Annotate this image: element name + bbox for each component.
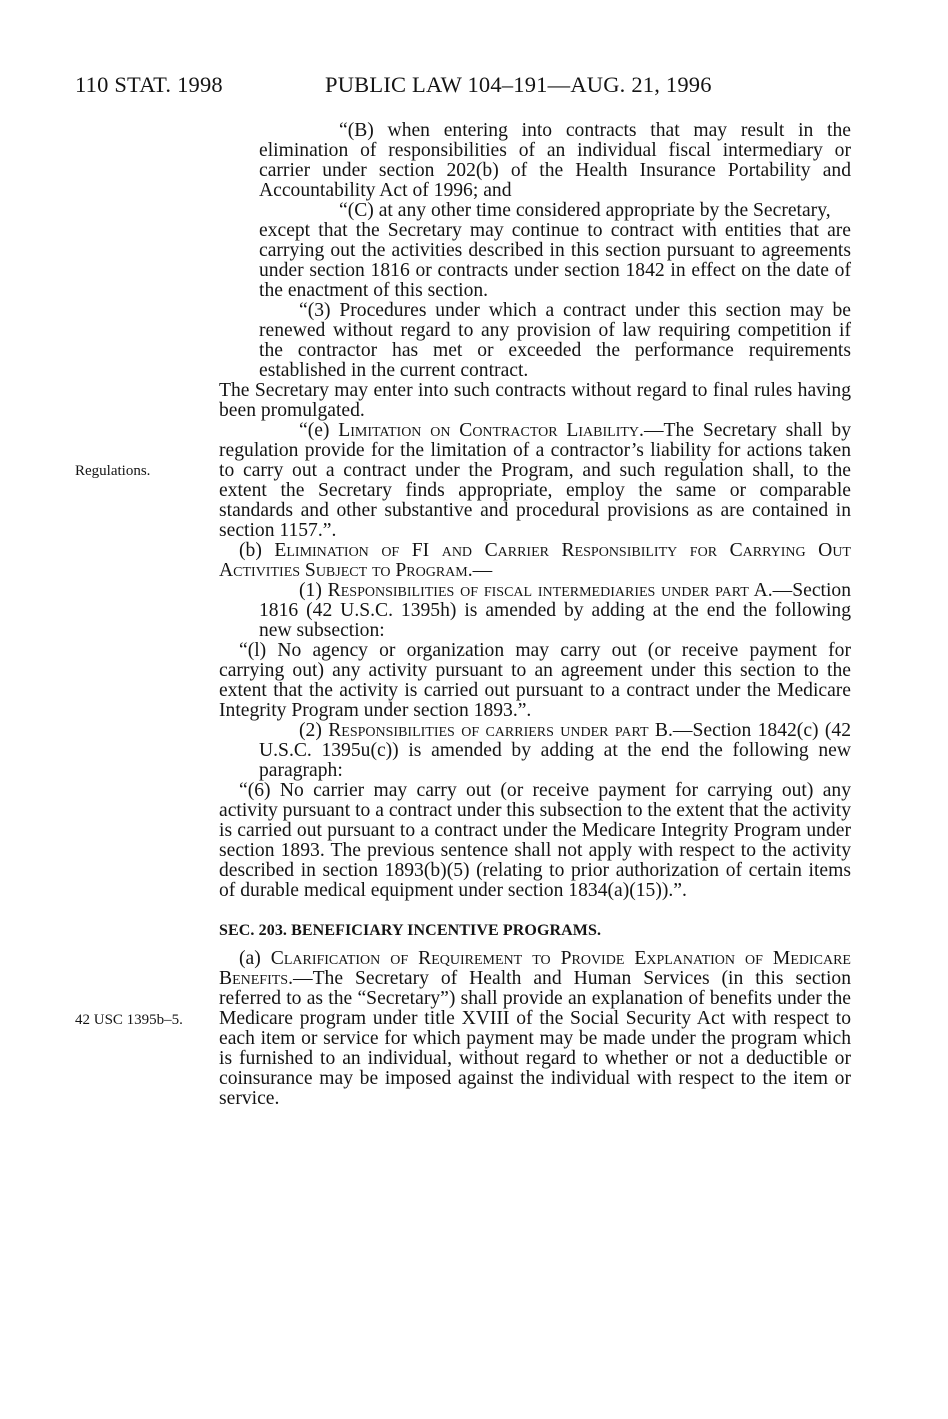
paragraph-b: “(B) when entering into contracts that may result in the elimination of responsibilities of an individual fiscal intermediary or carrier under section 202(b) of the Health Insurance Portability and Accountability Act of 1996; and <box>259 120 851 201</box>
paragraph-b2 <box>219 541 851 581</box>
body-text <box>219 121 851 1109</box>
paragraph-2-text: —Section 1842(c) (42 U.S.C. 1395u(c)) is amended by adding at the end the following new paragraph: <box>259 720 852 781</box>
paragraph-2-heading: Responsibilities of carriers under part B. <box>328 720 673 741</box>
paragraph-1-text: —Section 1816 (42 U.S.C. 1395h) is amended by adding at the end the following new subsection: <box>259 580 851 641</box>
paragraph-2-lead: (2) <box>299 720 329 741</box>
paragraph-c: “(C) at any other time considered appropriate by the Secretary, <box>339 200 831 221</box>
paragraph-e <box>219 421 851 541</box>
page-reference: 110 STAT. 1998 <box>75 72 223 97</box>
paragraph-a-heading: Clarification of Requirement to Provide Explanation of Medicare Benefits. <box>219 948 851 989</box>
paragraph-3: “(3) Procedures under which a contract under this section may be renewed without regard to any provision of law requiring competition if the contractor has met or exceeded the performance requirements established in the current contract. <box>259 300 851 381</box>
paragraph-e-text: —The Secretary shall by regulation provide for the limitation of a contractor’s liability for actions taken to carry out a contract under the Program, and such regulation shall, to the extent the Secretary finds appropriate, employ the same or comparable standards and other substantive and procedural provisions as are contained in section 1157.”. <box>219 420 851 541</box>
paragraph-a-lead: (a) <box>239 948 271 969</box>
paragraph-a-text: —The Secretary of Health and Human Services (in this section referred to as the “Secretary”) shall provide an explanation of benefits under the Medicare program under title XVIII of the Social Security Act with respect to each item or service for which payment may be made under the program which is furnished to an individual, without regard to whether or not a deductible or coinsurance may be imposed against the individual with respect to the item or service. <box>219 968 851 1109</box>
margin-note-usc: 42 USC 1395b–5. <box>75 1012 183 1028</box>
paragraph-1 <box>219 581 851 641</box>
running-header-title: PUBLIC LAW 104–191—AUG. 21, 1996 <box>325 72 712 97</box>
paragraph-l: “(l) No agency or organization may carry out (or receive payment for carrying out) any activity pursuant to an agreement under this section to the extent that the activity is carried out pursuant to a contract under the Medicare Integrity Program under section 1893.”. <box>219 640 851 721</box>
paragraph-b2-heading: Elimination of FI and Carrier Responsibility for Carrying Out Activities Subject to Program. <box>219 540 851 581</box>
paragraph-except: except that the Secretary may continue to contract with entities that are carrying out the activities described in this section pursuant to agreements under section 1816 or contracts under section 1842 in effect on the date of the enactment of this section. <box>259 220 851 301</box>
section-heading: SEC. 203. BENEFICIARY INCENTIVE PROGRAMS. <box>219 922 602 939</box>
paragraph-b2-text: — <box>472 560 493 581</box>
margin-note-regulations: Regulations. <box>75 463 151 479</box>
paragraph-secretary: The Secretary may enter into such contracts without regard to final rules having been promulgated. <box>219 380 851 421</box>
paragraph-1-heading: Responsibilities of fiscal intermediaries under part A. <box>327 580 773 601</box>
paragraph-2 <box>219 721 851 781</box>
paragraph-e-heading: Limitation on Contractor Liability. <box>338 420 644 441</box>
paragraph-1-lead: (1) <box>299 580 328 601</box>
paragraph-a <box>219 949 851 1109</box>
paragraph-e-lead: “(e) <box>299 420 339 441</box>
paragraph-b2-lead: (b) <box>239 540 275 561</box>
paragraph-6: “(6) No carrier may carry out (or receive payment for carrying out) any activity pursuant to a contract under this subsection to the extent that the activity is carried out pursuant to a contract under the Medicare Integrity Program under section 1893. The previous sentence shall not apply with respect to the activity described in section 1893(b)(5) (relating to prior authorization of certain items of durable medical equipment under section 1834(a)(15)).”. <box>219 780 851 901</box>
